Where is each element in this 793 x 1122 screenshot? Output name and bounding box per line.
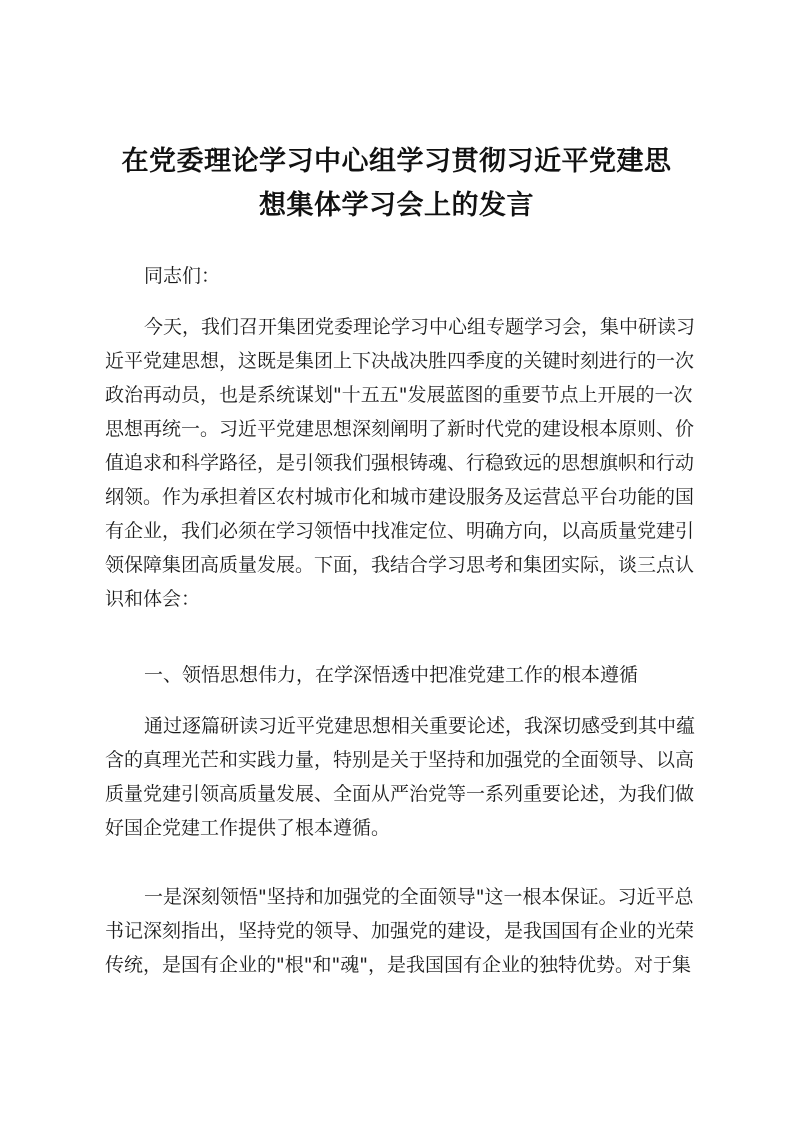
salutation-text: 同志们：: [144, 265, 221, 287]
paragraph-point-1: [105, 880, 695, 982]
paragraph-section-1: [105, 709, 696, 845]
paragraph-line: 领保障集团高质量发展。下面，我结合学习思考和集团实际，谈三点认: [105, 554, 695, 576]
section-heading-1: [105, 658, 685, 692]
paragraph-intro: [105, 310, 696, 616]
section-heading-text: 一、领悟思想伟力，在学深悟透中把准党建工作的根本遵循: [144, 664, 639, 686]
document-title: [90, 140, 703, 228]
paragraph-line: 质量党建引领高质量发展、全面从严治党等一系列重要论述，为我们做: [105, 783, 695, 805]
paragraph-line: 值追求和科学路径，是引领我们强根铸魂、行稳致远的思想旗帜和行动: [105, 452, 695, 474]
paragraph-line: 识和体会：: [105, 588, 201, 610]
paragraph-line: 政治再动员，也是系统谋划"十五五"发展蓝图的重要节点上开展的一次: [105, 384, 693, 406]
paragraph-line: 近平党建思想，这既是集团上下决战决胜四季度的关键时刻进行的一次: [105, 350, 695, 372]
paragraph-line: 今天，我们召开集团党委理论学习中心组专题学习会，集中研读习: [144, 316, 696, 338]
paragraph-line: 一是深刻领悟"坚持和加强党的全面领导"这一根本保证。习近平总: [144, 886, 694, 908]
paragraph-line: 书记深刻指出，坚持党的领导、加强党的建设，是我国国有企业的光荣: [105, 920, 695, 942]
paragraph-line: 有企业，我们必须在学习领悟中找准定位、明确方向，以高质量党建引: [105, 520, 695, 542]
title-line-1: 在党委理论学习中心组学习贯彻习近平党建思: [121, 146, 672, 177]
salutation: [105, 259, 685, 293]
paragraph-line: 传统，是国有企业的"根"和"魂"，是我国国有企业的独特优势。对于集: [105, 954, 691, 976]
paragraph-line: 思想再统一。习近平党建思想深刻阐明了新时代党的建设根本原则、价: [105, 418, 695, 440]
title-line-2: 想集体学习会上的发言: [259, 190, 534, 221]
paragraph-line: 含的真理光芒和实践力量，特别是关于坚持和加强党的全面领导、以高: [105, 749, 695, 771]
paragraph-line: 好国企党建工作提供了根本遵循。: [105, 817, 391, 839]
paragraph-line: 通过逐篇研读习近平党建思想相关重要论述，我深切感受到其中蕴: [144, 715, 696, 737]
paragraph-line: 纲领。作为承担着区农村城市化和城市建设服务及运营总平台功能的国: [105, 486, 695, 508]
